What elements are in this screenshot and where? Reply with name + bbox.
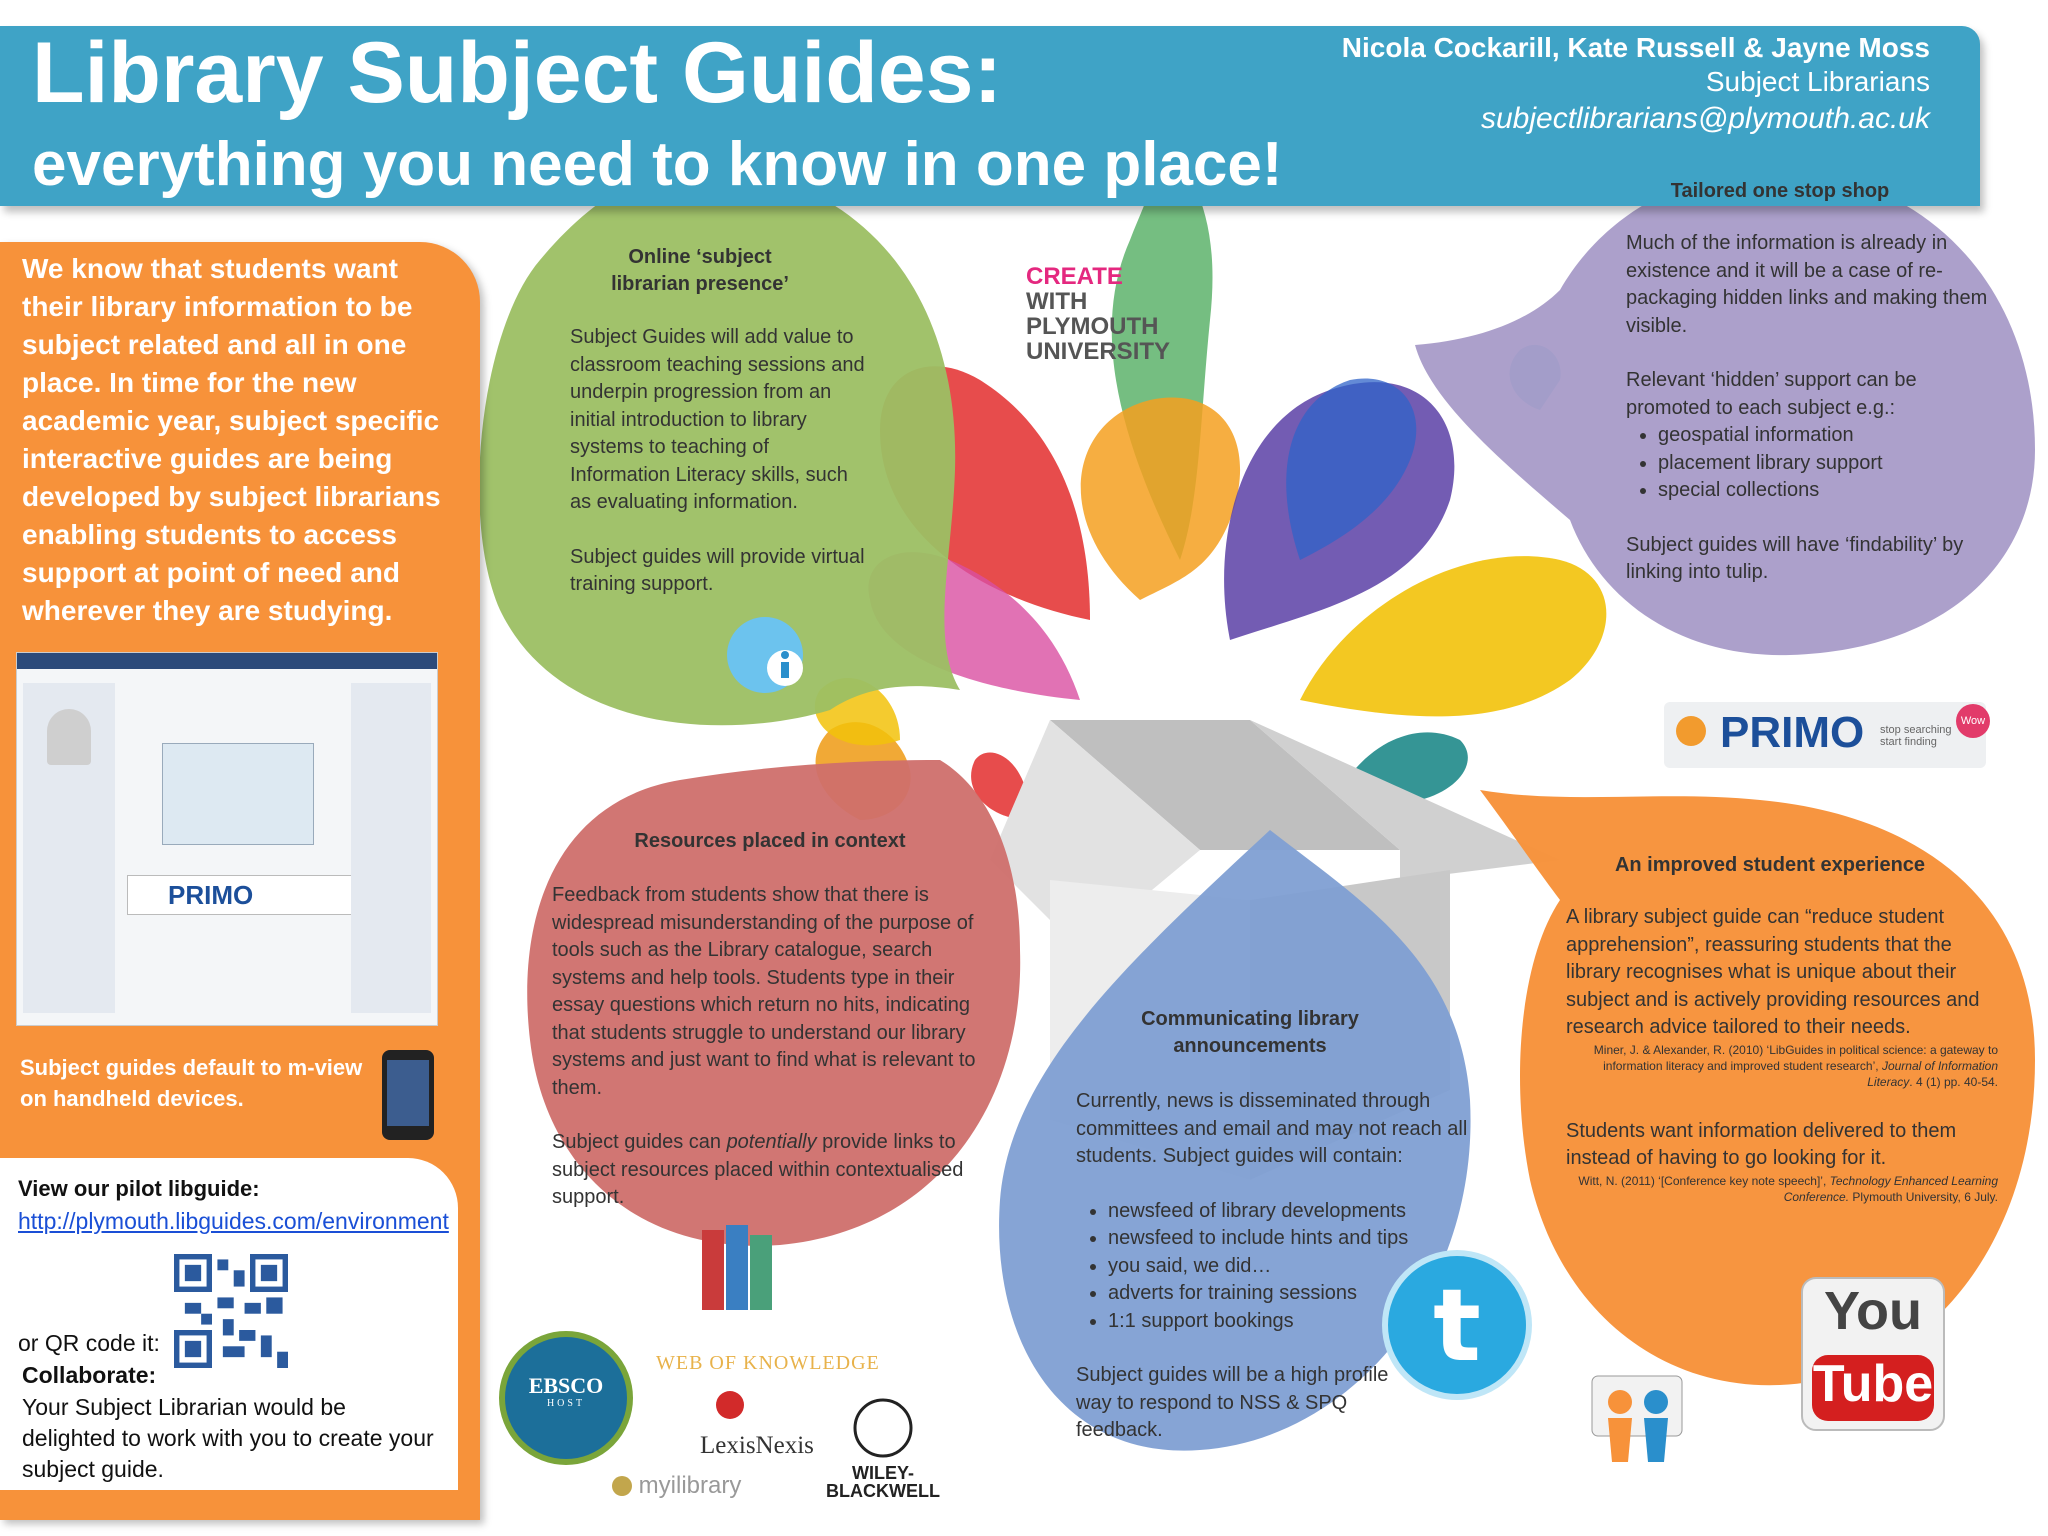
improved-p2: Students want information delivered to them instead of having to go looking for it. (1566, 1119, 1957, 1169)
mview-note: Subject guides default to m-view on handheld devices. (20, 1055, 363, 1111)
myilibrary-icon (612, 1476, 632, 1496)
list-item: • geospatial information (1658, 422, 1996, 450)
primo-badge: Wow (1956, 704, 1990, 738)
tailored-p2: Relevant ‘hidden’ support can be promoted to each subject e.g.: (1626, 369, 1917, 419)
authors: Nicola Cockarill, Kate Russell & Jayne Moss (1341, 32, 1930, 63)
create-plymouth-logo (1026, 264, 1170, 364)
list-item: • placement library support (1658, 450, 1996, 478)
primo-flower-icon (1676, 716, 1706, 746)
web-of-knowledge-logo: WEB OF KNOWLEDGE (656, 1352, 880, 1374)
list-item: • special collections (1658, 477, 1996, 505)
contact-email[interactable]: subjectlibrarians@plymouth.ac.uk (1481, 102, 1930, 135)
page-subtitle: everything you need to know in one place! (32, 130, 1283, 199)
screenshot-right-column (351, 683, 431, 1013)
smartphone-icon (382, 1050, 434, 1140)
citation-miner: Miner, J. & Alexander, R. (2010) ‘LibGuides in political science: a gateway to information literacy and improved student research’, Journal of Information Literacy. 4 (1) pp. 40-54. (1593, 1042, 1998, 1089)
primo-tagline: stop searching start finding (1880, 724, 1952, 748)
online-presence-p1: Subject Guides will add value to classroom teaching sessions and underpin progression from an initial introduction to library systems to teaching of Information Literacy skills, such as evaluating information. (570, 326, 865, 513)
qr-label: or QR code it: (18, 1330, 160, 1356)
improved-title: An improved student experience (1614, 854, 1926, 876)
molecule-image (162, 743, 314, 845)
list-item: • newsfeed to include hints and tips (1108, 1225, 1476, 1253)
screenshot-primo-banner: PRIMO (127, 875, 389, 915)
slideshare-icon (1592, 1376, 1682, 1436)
youtube-wordmark: You Tube (1812, 1281, 1934, 1413)
communicating-p1: Currently, news is disseminated through committees and email and may not reach all students. Subject guides will contain: (1076, 1090, 1468, 1167)
logo-line-with: WITH (1026, 288, 1088, 315)
list-item: • 1:1 support bookings (1108, 1308, 1476, 1336)
communicating-text (1076, 1088, 1476, 1472)
collaborate-title: Collaborate: (22, 1362, 157, 1388)
profile-avatar (47, 709, 91, 765)
communicating-title: Communicating library announcements (1141, 1008, 1359, 1057)
lexisnexis-wordmark: LexisNexis (700, 1432, 814, 1459)
primo-logo (1664, 702, 1986, 768)
wiley-blackwell-wordmark: WILEY- BLACKWELL (826, 1463, 940, 1501)
libguide-screenshot (16, 652, 438, 1026)
svg-text:t: t (1433, 1267, 1481, 1384)
qr-code[interactable] (174, 1254, 288, 1368)
intro-text: We know that students want their library information to be subject related and all in one place. In time for the new academic year, subject specific interactive guides are being developed by subject librarians enabling students to access support at point of need and wherever they are studying. (22, 253, 441, 626)
online-presence-p2: Subject guides will provide virtual training support. (570, 545, 865, 595)
collaborate-text: Your Subject Librarian would be delighted to work with you to create your subject guide. (22, 1394, 434, 1482)
online-presence-text (570, 324, 870, 626)
view-pilot-label: View our pilot libguide: (18, 1176, 260, 1201)
list-item: • you said, we did… (1108, 1253, 1476, 1281)
splash-orange (1081, 398, 1240, 600)
author-role: Subject Librarians (1705, 66, 1930, 97)
tailored-title: Tailored one stop shop (1670, 180, 1890, 202)
citation-witt: Witt, N. (2011) ‘[Conference key note speech]’, Technology Enhanced Learning Conference. Plymouth University, 6 July. (1578, 1173, 1998, 1204)
resources-title: Resources placed in context (634, 830, 906, 852)
improved-text (1566, 904, 1998, 1205)
communicating-list (1076, 1198, 1476, 1336)
logo-line-university: UNIVERSITY (1026, 338, 1171, 365)
list-item: • newsfeed of library developments (1108, 1198, 1476, 1226)
list-item: • adverts for training sessions (1108, 1280, 1476, 1308)
communicating-p2: Subject guides will be a high profile way to respond to NSS & SPQ feedback. (1076, 1364, 1389, 1441)
resources-p1: Feedback from students show that there is widespread misunderstanding of the purpose of tools such as the Library catalogue, search systems and help tools. Students type in their essay questions which return no hits, indicating that students struggle to understand our library systems and just want to find what is relevant to them. (552, 884, 976, 1099)
myilibrary-logo: myilibrary (612, 1472, 741, 1500)
pilot-libguide-link[interactable]: http://plymouth.libguides.com/environment (18, 1208, 449, 1234)
resources-text (552, 882, 982, 1239)
tailored-p1: Much of the information is already in existence and it will be a case of re-packaging hidden links and making them visible. (1626, 232, 1988, 337)
books-icon (702, 1230, 724, 1310)
screenshot-tabbar (17, 653, 437, 669)
online-presence-title: Online ‘subject librarian presence’ (611, 246, 789, 295)
page-title: Library Subject Guides: (32, 25, 1003, 121)
primo-wordmark: PRIMO (1720, 708, 1865, 757)
wiley-logo (855, 1400, 911, 1456)
logo-line-create: CREATE (1026, 263, 1123, 290)
lexisnexis-logo (716, 1391, 744, 1419)
improved-p1: A library subject guide can “reduce student apprehension”, reassuring students that the library recognises what is unique about their subject and is actively providing resources and research advice tailored to their needs. (1566, 906, 1980, 1038)
ebsco-wordmark: EBSCO HOST (528, 1373, 604, 1409)
tailored-text (1626, 230, 1996, 614)
logo-line-plymouth: PLYMOUTH (1026, 313, 1159, 340)
tailored-list (1626, 422, 1996, 505)
resources-p2: Subject guides can potentially provide links to subject resources placed within contextualised support. (552, 1131, 964, 1208)
tailored-p3: Subject guides will have ‘findability’ by linking into tulip. (1626, 533, 1964, 583)
